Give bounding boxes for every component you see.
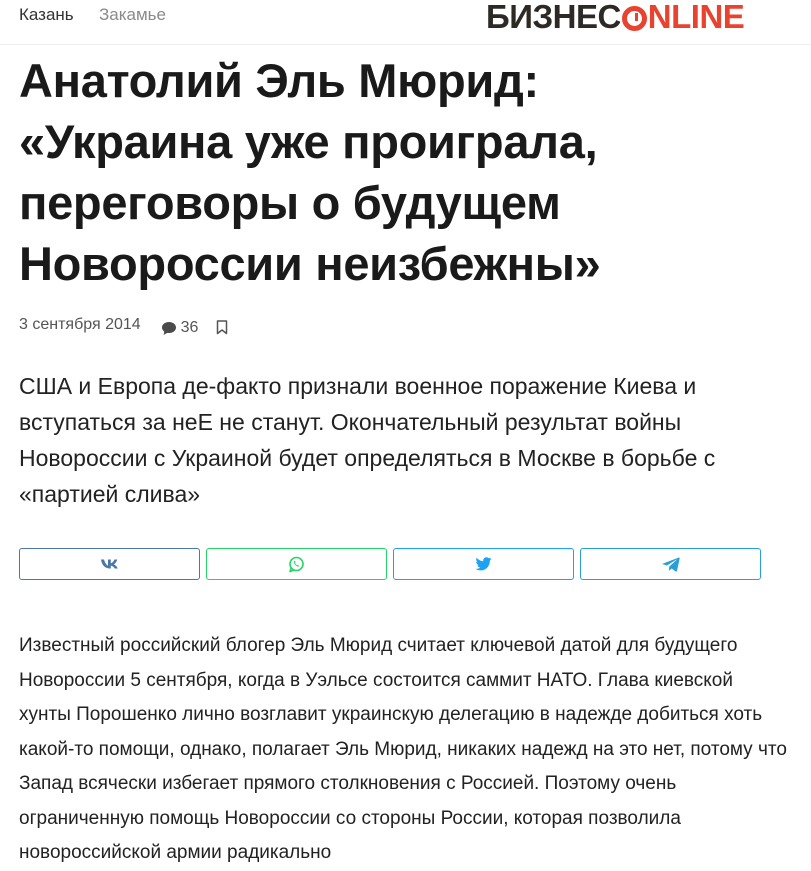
article-body: Известный российский блогер Эль Мюрид считает ключевой датой для будущего Новороссии 5 сентября, когда в Уэльсе состоится саммит НАТО. Глава киевской хунты Порошенко лично возглавит украинскую делегацию в надежде добиться хоть какой-то помощи, однако, полагает Эль Мюрид, никаких надежд на это нет, потому что Запад всячески избегает прямого столкновения с Россией. Поэтому очень ограниченную помощь Новороссии со стороны России, которая позволила новороссийской армии радикально — [19, 635, 787, 863]
logo-text-business: БИЗНЕС — [486, 0, 621, 35]
article-meta — [19, 314, 228, 336]
bookmark-button[interactable] — [216, 320, 228, 340]
comment-icon — [161, 321, 177, 336]
whatsapp-icon — [288, 556, 305, 573]
site-logo[interactable] — [486, 0, 744, 36]
article-title: Анатолий Эль Мюрид: «Украина уже проиграла, переговоры о будущем Новороссии неизбежны» — [19, 54, 601, 290]
share-buttons — [19, 548, 761, 580]
top-bar — [0, 0, 811, 45]
city-link-kazan[interactable]: Казань — [19, 5, 74, 24]
comments-count: 36 — [180, 319, 199, 336]
vk-icon — [100, 558, 120, 570]
comments-link[interactable] — [161, 319, 199, 337]
city-link-zakamye[interactable]: Закамье — [99, 5, 166, 24]
logo-clock-icon — [622, 6, 647, 31]
twitter-icon — [475, 557, 492, 571]
bookmark-icon — [216, 320, 228, 335]
article-date: 3 сентября 2014 — [19, 316, 141, 333]
share-vk-button[interactable] — [19, 548, 200, 580]
share-twitter-button[interactable] — [393, 548, 574, 580]
telegram-icon — [662, 557, 680, 572]
article-lead: США и Европа де-факто признали военное поражение Киева и вступаться за неЕ не станут. Окончательный результат войны Новороссии с Украиной будет определяться в Москве в борьбе с «партией слива» — [19, 373, 716, 507]
share-telegram-button[interactable] — [580, 548, 761, 580]
logo-text-online: NLINE — [647, 0, 745, 35]
share-whatsapp-button[interactable] — [206, 548, 387, 580]
